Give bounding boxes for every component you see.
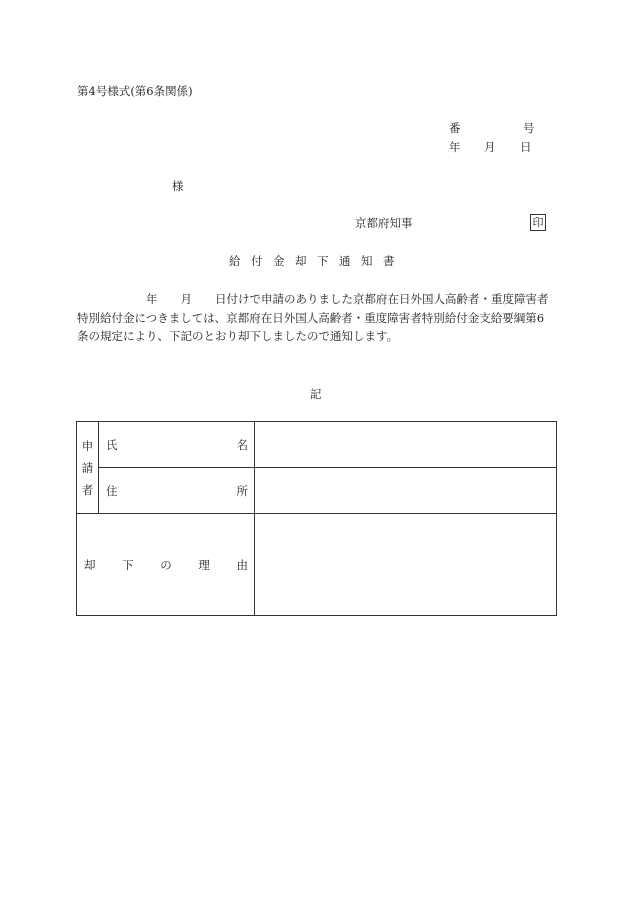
form-number: 第4号様式(第6条関係) [77,84,193,98]
address-label-char: 住 [106,483,118,498]
addressee-honorific: 様 [172,179,184,193]
reason-label-char: 却 [84,557,96,572]
document-number-suffix: 号 [523,121,535,135]
date-day-label: 日 [520,140,532,154]
reason-field[interactable] [255,514,557,616]
reason-label-char: 理 [198,557,210,572]
reason-label-char: 下 [122,557,134,572]
applicant-label-char: 者 [81,482,94,497]
reason-label-char: 由 [236,557,248,572]
table-row-name [77,422,557,468]
date-year-label: 年 [449,140,461,154]
seal-mark: 印 [530,214,546,231]
applicant-label-cell [77,422,99,514]
document-title: 給付金却下通知書 [229,254,405,268]
applicant-label-char: 申 [81,438,94,453]
issuer-name: 京都府知事 [355,216,413,230]
table-row-reason [77,514,557,616]
body-text-line-3: 条の規定により、下記のとおり却下しましたので通知します。 [77,329,399,343]
name-label-char: 名 [236,437,248,452]
name-label-cell [99,422,255,468]
ki-heading: 記 [310,387,322,401]
document-number-label: 番 [449,121,461,135]
rejection-details-table [76,421,557,616]
body-text-line-2: 特別給付金につきましては、京都府在日外国人高齢者・重度障害者特別給付金支給要綱第6 [77,311,545,325]
date-month-label: 月 [484,140,496,154]
body-text-line-1: 年 月 日付けで申請のありました京都府在日外国人高齢者・重度障害者 [77,292,549,306]
reason-label-cell [77,514,255,616]
address-label-cell [99,468,255,514]
name-label-char: 氏 [106,437,118,452]
address-label-char: 所 [236,483,248,498]
table-row-address [77,468,557,514]
reason-label-char: の [160,557,172,572]
name-field[interactable] [255,422,557,468]
applicant-label-char: 請 [81,460,94,475]
address-field[interactable] [255,468,557,514]
